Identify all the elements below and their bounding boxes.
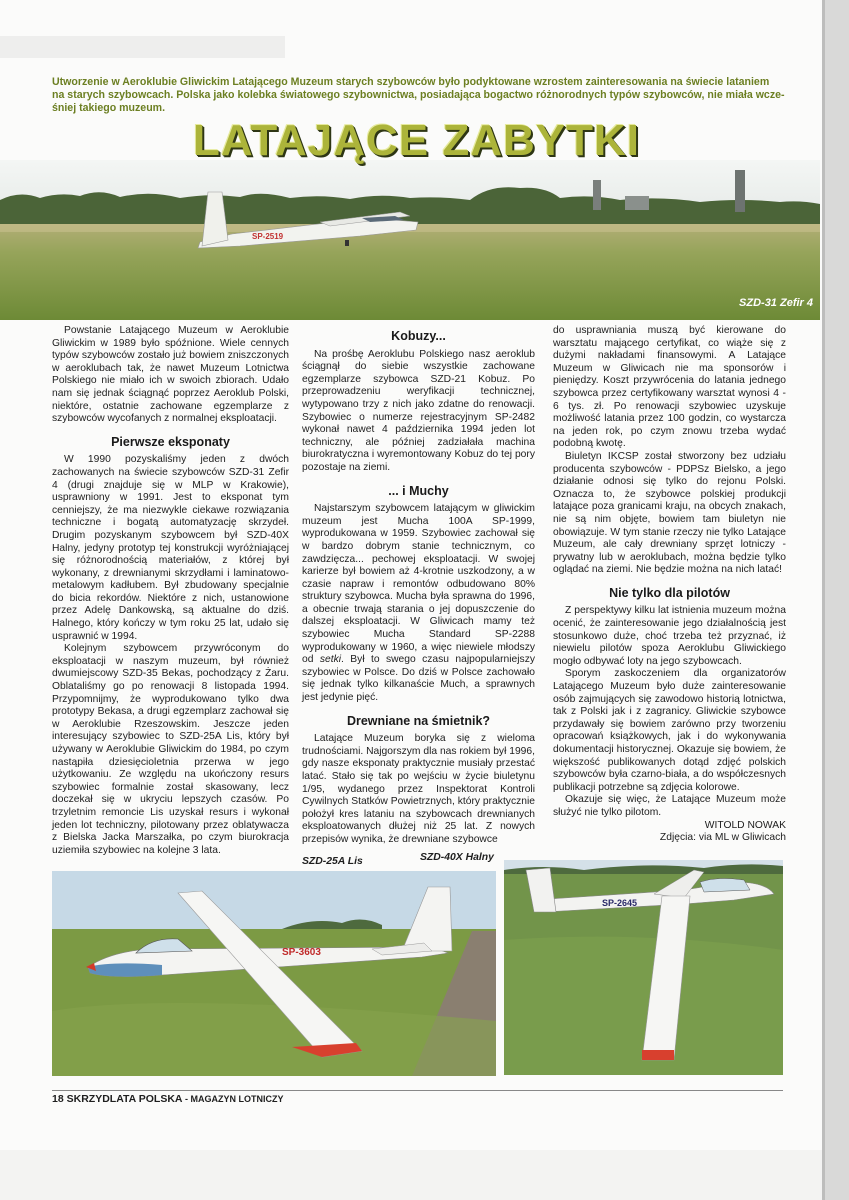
section-heading: ... i Muchy bbox=[388, 483, 449, 498]
photo-lis bbox=[52, 871, 496, 1076]
page-title: LATAJĄCE ZABYTKI bbox=[193, 116, 641, 165]
hero-photo bbox=[0, 160, 820, 320]
section-heading: Pierwsze eksponaty bbox=[111, 434, 230, 449]
hero-caption: SZD-31 Zefir 4 bbox=[739, 297, 813, 309]
page-edge bbox=[822, 0, 849, 1200]
paragraph-part: Najstarszym szybowcem latającym w gliwickim muzeum jest Mucha 100A SP-1999, wyprodukowana w 1959. Szybowiec zachował się w bardzo dobrym stanie technicznym, co zawdzięcza... pechowej eksploatacji. W swojej karierze był bowiem aż 4-krotnie uszkodzony, a w czasie napraw i remontów odbudowano 80% struktury szybowca. Mucha była sprawna do 1996, a obecnie trwają starania o jej dopuszczenie do dalszej eksploatacji. W Gliwicach mamy też szybowiec Mucha Standard SP-2288 wyprodukowany w 1960, a więc niewiele młodszy od bbox=[302, 503, 535, 666]
photo-halny bbox=[504, 860, 783, 1075]
lead-paragraph bbox=[52, 76, 787, 114]
paragraph bbox=[302, 503, 535, 705]
halny-registration: SP-2645 bbox=[602, 898, 638, 908]
author: WITOLD NOWAK bbox=[704, 819, 786, 831]
photo-caption-right: SZD-40X Halny bbox=[420, 852, 494, 863]
paragraph: Kolejnym szybowcem przywróconym do eksploatacji w naszym muzeum, był również dwumiejscowy SZD-35 Bekas, pochodzący z Żaru. Oblataliśmy go po renowacji 8 listopada 1994. Przypomnijmy, że wyprodukowano tylko dwa prototypy Bekasa, a drugi egzemplarz zachował się w Aeroklubie Rzeszowskim. Jeszcze jeden interesujący szybowiec to SZD-25A Lis, który był używany w Aeroklubie Gliwickim do 1984, po czym nastąpiła dziesięcioletnia przerwa w jego użytkowaniu. Ze względu na ukończony resurs szybowiec formalnie został skasowany, lecz doczekał się w ukryciu lepszych czasów. Po trzyletnim remoncie Lis uzyskał resurs i wykonał jeden lot techniczny, pilotowany przez oblatywacza z Bielska Jacka Marszałka, po czym biurokracja uziemiła szybowiec na kolejne 3 lata. bbox=[52, 643, 289, 856]
hero-registration: SP-2519 bbox=[252, 232, 284, 241]
column-1 bbox=[52, 325, 289, 857]
lead-line: śniej takiego muzeum. bbox=[52, 101, 166, 114]
paragraph: Z perspektywy kilku lat istnienia muzeum można ocenić, że zainteresowanie jego działalnością jest stosunkowo duże, choć trzeba też przyznać, iż niewielu pilotów spoza Aeroklubu Gliwickiego mogło odbywać loty na jego szybowcach. bbox=[553, 605, 786, 667]
section-heading: Nie tylko dla pilotów bbox=[609, 585, 730, 600]
paragraph-emphasis: setki bbox=[319, 654, 342, 666]
paragraph: Okazuje się więc, że Latające Muzeum może służyć nie tylko pilotom. bbox=[553, 794, 786, 818]
paragraph: Powstanie Latającego Muzeum w Aeroklubie Gliwickim w 1989 było spóźnione. Wiele cennych typów szybowców zostało już bowiem zniszczonych w aeroklubach tak, że nawet Muzeum Lotnictwa Polskiego nie miało ich w swoich zbiorach. Udało nam się jednak ściągnąć poprzez Aeroklub Polski, niektóre, ostatnie zachowane egzemplarze z szybowców wycofanych z normalnej eksploatacji. bbox=[52, 325, 289, 425]
column-3 bbox=[553, 325, 786, 845]
photo-credit: Zdjęcia: via ML w Gliwicach bbox=[659, 832, 786, 844]
lead-line: Utworzenie w Aeroklubie Gliwickim Latającego Muzeum starych szybowców było podyktowane wzrostem zainteresowania na świecie lataniem bbox=[52, 76, 770, 88]
page-number: 18 bbox=[52, 1093, 64, 1105]
magazine-name: SKRZYDLATA POLSKA bbox=[66, 1093, 183, 1105]
top-tab bbox=[0, 36, 285, 58]
footer-rule bbox=[52, 1090, 783, 1091]
photo-caption-left: SZD-25A Lis bbox=[302, 856, 363, 867]
section-heading: Kobuzy... bbox=[391, 329, 446, 343]
page-footer bbox=[52, 1093, 284, 1105]
page-bottom-margin bbox=[0, 1150, 822, 1200]
section-heading: Drewniane na śmietnik? bbox=[346, 713, 491, 728]
paragraph: do usprawniania muszą być kierowane do warsztatu mającego certyfikat, co wiąże się z dużymi nakładami finansowymi. A Latające Muzeum w Gliwicach nie ma sponsorów i pieniędzy. Koszt przywrócenia do latania jednego szybowca przez certyfikowany warsztat wynosi 4 - 6 tys. zł. Po renowacji szybowiec uzyskuje możliwość latania przez 100 godzin, co wystarcza na jeden rok, po czym znowu trzeba wydać podobną kwotę. bbox=[553, 325, 786, 450]
paragraph: Na prośbę Aeroklubu Polskiego nasz aeroklub ściągnął do siebie wszystkie zachowane egzemplarze szybowca SZD-21 Kobuz. Po przeprowadzeniu weryfikacji technicznej, wytypowano trzy z nich jako zdatne do renowacji. Szybowiec o numerze rejestracyjnym SP-2482 wykonał nawet 4 października 1994 jeden lot techniczny, ale później zadziałała machina biurokratyczna i wyremontowany Kobuz do tej pory pozostaje na ziemi. bbox=[302, 348, 535, 473]
lis-registration: SP-3603 bbox=[282, 947, 321, 958]
column-2 bbox=[302, 325, 535, 847]
paragraph-part: . Był to swego czasu najpopularniejszy szybowiec w Polsce. Do dziś w Polsce zachowało się jednak tylko kilkanaście Much, a sprawnych jest jedynie pięć. bbox=[302, 654, 535, 704]
paragraph: Biuletyn IKCSP został stworzony bez udziału producenta szybowców - PDPSz Bielsko, a jego działanie odnosi się tylko do rejonu Polski. Oznacza to, że szybowce polskiej produkcji latające poza granicami kraju, na obcych znakach, nie są nim objęte, bowiem tam biuletyn nie obowiązuje. W tym stanie rzeczy nie tylko Latające Muzeum, ale cały drewniany sprzęt lotniczy - prywatny lub w aeroklubach, można będzie tylko oglądać na ziemi. Nie będzie można na nich latać! bbox=[553, 450, 786, 576]
paragraph: Latające Muzeum boryka się z wieloma trudnościami. Najgorszym dla nas rokiem był 1996, gdy nasze eksponaty praktycznie musiały przestać latać. Stało się tak po wejściu w życie biuletynu 1/95, wydanego przez Inspektorat Kontroli Cywilnych Statków Powietrznych, który praktycznie położył kres lataniu na szybowcach drewnianych eksploatowanych dłużej niż 25 lat. Z nowych przepisów wynika, że drewniane szybowce bbox=[302, 733, 535, 845]
lead-line: na starych szybowcach. Polska jako kolebka światowego szybownictwa, posiadająca bogactwo różnorodnych typów szybowców, nie miała wcze- bbox=[52, 88, 785, 101]
paragraph: Sporym zaskoczeniem dla organizatorów Latającego Muzeum było duże zainteresowanie osób zajmujących się zawodowo historią lotnictwa, tak z Polski jak i z zagranicy. Gliwickie szybowce przydawały się bowiem zarówno przy tworzeniu opracowań książkowych, jak i do wykonywania dokumentacji historycznej. Okazuje się bowiem, że większość publikowanych dotąd zdjęć polskich szybowców była czarno-biała, a do współczesnych publikacji potrzebne są zdjęcia kolorowe. bbox=[553, 668, 786, 793]
magazine-subtitle: - MAGAZYN LOTNICZY bbox=[185, 1094, 284, 1104]
paragraph: W 1990 pozyskaliśmy jeden z dwóch zachowanych na świecie szybowców SZD-31 Zefir 4 (drugi znajduje się w MLP w Krakowie), usprawniony w 1991. Jest to eksponat tym cenniejszy, że ma niezwykle ciekawe rozwiązania techniczne i bogatą automatyzację skrzydeł. Drugim pozyskanym szybowcem był SZD-40X Halny, jedyny prototyp tej konstrukcji wyróżniającej się różnorodnością materiałów, z której był wykonany, z drewnianymi skrzydłami i laminatowo-metalowym kadłubem. Był zbudowany specjalnie do bicia rekordów. Niektóre z nich, ustanowione przez Adelę Dankowską, są aktualne do dziś. Halnego, który kończy w tym roku 25 lat, udało się usprawnić w 1994. bbox=[52, 454, 289, 642]
